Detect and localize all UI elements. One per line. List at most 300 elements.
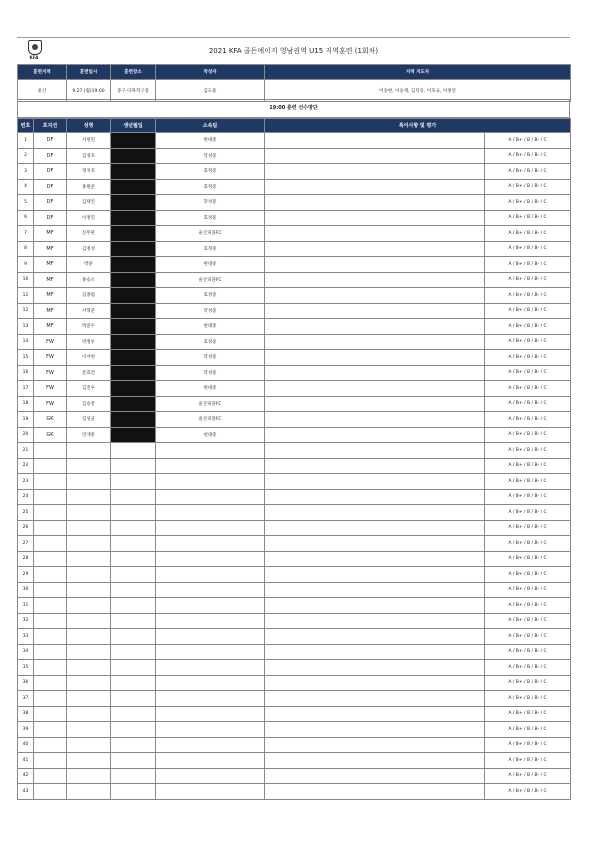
info-header-row [18,65,571,80]
row-team: 학성중 [156,303,265,319]
row-birthdate [111,458,156,474]
row-position [34,722,67,738]
row-grade: A / B+ / B / B- / C [485,474,571,490]
row-name: 김정성 [67,241,111,257]
row-position [34,768,67,784]
row-grade: A / B+ / B / B- / C [485,598,571,614]
row-name [67,613,111,629]
row-grade: A / B+ / B / B- / C [485,365,571,381]
row-notes [265,226,485,242]
table-row [18,505,571,521]
row-position: GK [34,427,67,443]
row-position [34,629,67,645]
row-notes [265,644,485,660]
row-notes [265,381,485,397]
row-notes [265,365,485,381]
row-number: 8 [18,241,34,257]
table-row [18,164,571,180]
cell-region: 울산 [18,80,67,102]
row-position: MF [34,241,67,257]
table-row [18,226,571,242]
row-number: 42 [18,768,34,784]
row-notes [265,396,485,412]
table-row [18,722,571,738]
row-number: 11 [18,288,34,304]
row-name: 서현민 [67,133,111,149]
col-author: 작성자 [156,65,265,80]
row-number: 19 [18,412,34,428]
row-position: DF [34,179,67,195]
table-row [18,303,571,319]
row-team [156,644,265,660]
row-name: 이정민 [67,210,111,226]
table-row [18,179,571,195]
table-row [18,660,571,676]
roster-body [18,133,571,800]
row-position: FW [34,396,67,412]
col-name: 성명 [67,119,111,133]
row-birthdate [111,551,156,567]
row-number: 31 [18,598,34,614]
row-name: 김진우 [67,381,111,397]
row-position: FW [34,381,67,397]
row-number: 1 [18,133,34,149]
row-team [156,443,265,459]
top-rule [17,37,570,38]
row-birthdate [111,691,156,707]
row-position: FW [34,365,67,381]
row-team: 효정중 [156,164,265,180]
row-name: 연재훈 [67,427,111,443]
row-number: 18 [18,396,34,412]
row-number: 13 [18,319,34,335]
row-notes [265,567,485,583]
row-birthdate [111,241,156,257]
row-position [34,443,67,459]
row-team [156,768,265,784]
row-birthdate [111,567,156,583]
row-grade: A / B+ / B / B- / C [485,706,571,722]
cell-author: 김도용 [156,80,265,102]
row-number: 21 [18,443,34,459]
row-name [67,474,111,490]
row-name: 김종범 [67,288,111,304]
row-position [34,582,67,598]
cell-coaches: 이승현, 이승재, 김덕유, 이호규, 이정연 [265,80,571,102]
col-notes: 특이사항 및 평가 [265,119,571,133]
row-notes [265,660,485,676]
row-number: 32 [18,613,34,629]
row-name [67,598,111,614]
row-number: 35 [18,660,34,676]
row-number: 40 [18,737,34,753]
table-row [18,520,571,536]
row-notes [265,505,485,521]
row-birthdate [111,582,156,598]
row-birthdate [111,350,156,366]
row-position [34,613,67,629]
row-birthdate [111,768,156,784]
row-grade: A / B+ / B / B- / C [485,334,571,350]
table-row [18,753,571,769]
row-position: DF [34,195,67,211]
row-birthdate [111,474,156,490]
row-number: 27 [18,536,34,552]
row-number: 43 [18,784,34,800]
row-team [156,722,265,738]
row-team [156,675,265,691]
row-number: 38 [18,706,34,722]
row-team: 현대중 [156,381,265,397]
row-number: 5 [18,195,34,211]
row-position [34,644,67,660]
row-name [67,737,111,753]
row-name [67,505,111,521]
row-team [156,598,265,614]
row-number: 12 [18,303,34,319]
row-name [67,706,111,722]
row-birthdate [111,644,156,660]
row-grade: A / B+ / B / B- / C [485,226,571,242]
row-notes [265,598,485,614]
col-coaches: 지역 지도자 [265,65,571,80]
row-name: 김택진 [67,195,111,211]
row-team [156,582,265,598]
table-row [18,319,571,335]
row-grade: A / B+ / B / B- / C [485,412,571,428]
row-notes [265,210,485,226]
row-notes [265,443,485,459]
row-name [67,784,111,800]
row-position: MF [34,226,67,242]
row-team: 현대중 [156,133,265,149]
table-row [18,598,571,614]
row-notes [265,412,485,428]
row-team: 현대중 [156,427,265,443]
row-name: 김경호 [67,148,111,164]
row-name [67,443,111,459]
row-notes [265,272,485,288]
row-position [34,536,67,552]
row-grade: A / B+ / B / B- / C [485,148,571,164]
row-birthdate [111,505,156,521]
row-position: MF [34,257,67,273]
row-notes [265,536,485,552]
row-grade: A / B+ / B / B- / C [485,505,571,521]
table-row [18,257,571,273]
table-row [18,427,571,443]
row-birthdate [111,396,156,412]
row-number: 16 [18,365,34,381]
row-notes [265,148,485,164]
row-notes [265,691,485,707]
row-team [156,784,265,800]
row-birthdate [111,737,156,753]
row-team: 울산피플FC [156,272,265,288]
row-team [156,613,265,629]
row-position: MF [34,303,67,319]
row-name [67,536,111,552]
row-team: 학성중 [156,148,265,164]
col-number: 번호 [18,119,34,133]
row-team [156,536,265,552]
row-birthdate [111,272,156,288]
row-position: FW [34,334,67,350]
row-notes [265,582,485,598]
row-grade: A / B+ / B / B- / C [485,396,571,412]
row-number: 17 [18,381,34,397]
row-name [67,768,111,784]
row-grade: A / B+ / B / B- / C [485,179,571,195]
row-notes [265,629,485,645]
row-team [156,706,265,722]
row-team [156,753,265,769]
row-birthdate [111,536,156,552]
row-number: 24 [18,489,34,505]
row-birthdate [111,722,156,738]
col-venue: 훈련장소 [111,65,156,80]
row-birthdate [111,489,156,505]
row-grade: A / B+ / B / B- / C [485,319,571,335]
row-name [67,722,111,738]
row-number: 33 [18,629,34,645]
row-position: MF [34,288,67,304]
row-grade: A / B+ / B / B- / C [485,210,571,226]
row-notes [265,179,485,195]
row-team: 효정중 [156,210,265,226]
row-number: 41 [18,753,34,769]
row-team [156,737,265,753]
row-birthdate [111,288,156,304]
table-row [18,458,571,474]
row-position [34,660,67,676]
row-birthdate [111,148,156,164]
row-position [34,753,67,769]
col-datetime: 훈련일시 [67,65,111,80]
row-birthdate [111,443,156,459]
document-header [17,40,570,62]
row-name [67,691,111,707]
row-number: 28 [18,551,34,567]
row-notes [265,195,485,211]
table-row [18,148,571,164]
row-position [34,598,67,614]
row-birthdate [111,412,156,428]
row-grade: A / B+ / B / B- / C [485,737,571,753]
row-name: 신무관 [67,226,111,242]
row-team [156,505,265,521]
table-row [18,629,571,645]
row-grade: A / B+ / B / B- / C [485,582,571,598]
row-name: 박정우 [67,334,111,350]
row-notes [265,303,485,319]
row-grade: A / B+ / B / B- / C [485,458,571,474]
row-position: FW [34,350,67,366]
row-position [34,567,67,583]
row-grade: A / B+ / B / B- / C [485,381,571,397]
table-row [18,474,571,490]
row-number: 37 [18,691,34,707]
row-team [156,629,265,645]
row-notes [265,613,485,629]
row-birthdate [111,365,156,381]
row-team: 학성중 [156,195,265,211]
row-name [67,660,111,676]
table-row [18,737,571,753]
table-row [18,768,571,784]
table-row [18,272,571,288]
row-notes [265,784,485,800]
col-region: 훈련지역 [18,65,67,80]
table-row [18,396,571,412]
table-row [18,675,571,691]
table-row [18,536,571,552]
table-row [18,443,571,459]
row-number: 36 [18,675,34,691]
row-notes [265,520,485,536]
row-birthdate [111,210,156,226]
row-team [156,489,265,505]
row-name: 김승찬 [67,396,111,412]
row-notes [265,722,485,738]
row-position [34,458,67,474]
roster-header-row [18,119,571,133]
row-birthdate [111,319,156,335]
row-birthdate [111,303,156,319]
table-row [18,613,571,629]
row-name: 박준수 [67,319,111,335]
row-team [156,520,265,536]
row-birthdate [111,629,156,645]
row-grade: A / B+ / B / B- / C [485,551,571,567]
row-team: 학성중 [156,350,265,366]
row-grade: A / B+ / B / B- / C [485,443,571,459]
row-position [34,474,67,490]
row-position: DF [34,148,67,164]
row-birthdate [111,784,156,800]
row-team: 효정중 [156,288,265,304]
row-name [67,675,111,691]
row-birthdate [111,520,156,536]
row-team: 울산피플FC [156,226,265,242]
row-grade: A / B+ / B / B- / C [485,567,571,583]
table-row [18,784,571,800]
row-grade: A / B+ / B / B- / C [485,241,571,257]
col-birthdate: 생년월일 [111,119,156,133]
row-grade: A / B+ / B / B- / C [485,272,571,288]
table-row [18,691,571,707]
row-position [34,551,67,567]
row-birthdate [111,195,156,211]
table-row [18,350,571,366]
table-row [18,489,571,505]
row-number: 23 [18,474,34,490]
row-grade: A / B+ / B / B- / C [485,768,571,784]
table-row [18,412,571,428]
row-grade: A / B+ / B / B- / C [485,660,571,676]
row-name: 서혁준 [67,303,111,319]
row-position: GK [34,412,67,428]
row-grade: A / B+ / B / B- / C [485,257,571,273]
row-grade: A / B+ / B / B- / C [485,644,571,660]
row-notes [265,753,485,769]
row-number: 2 [18,148,34,164]
row-name [67,567,111,583]
row-name [67,551,111,567]
row-number: 3 [18,164,34,180]
table-row [18,381,571,397]
row-team: 울산피플FC [156,412,265,428]
row-team [156,691,265,707]
row-notes [265,551,485,567]
row-number: 9 [18,257,34,273]
row-number: 15 [18,350,34,366]
row-birthdate [111,226,156,242]
logo-text: KFA [29,55,39,60]
row-grade: A / B+ / B / B- / C [485,133,571,149]
row-notes [265,350,485,366]
row-grade: A / B+ / B / B- / C [485,303,571,319]
document-title: 2021 KFA 골든에이지 영남권역 U15 지역훈련 (1회차) [208,47,379,55]
row-name [67,753,111,769]
row-team: 현대중 [156,319,265,335]
row-position: DF [34,210,67,226]
row-grade: A / B+ / B / B- / C [485,164,571,180]
cell-datetime: 9.27.(월)19:00 [67,80,111,102]
row-birthdate [111,164,156,180]
row-name [67,520,111,536]
table-row [18,582,571,598]
row-birthdate [111,334,156,350]
row-notes [265,706,485,722]
row-notes [265,288,485,304]
table-row [18,551,571,567]
row-position: DF [34,164,67,180]
row-team: 현대중 [156,257,265,273]
row-grade: A / B+ / B / B- / C [485,784,571,800]
row-name: 정지호 [67,164,111,180]
row-position [34,737,67,753]
row-notes [265,737,485,753]
row-grade: A / B+ / B / B- / C [485,629,571,645]
row-grade: A / B+ / B / B- / C [485,288,571,304]
col-position: 포지션 [34,119,67,133]
row-grade: A / B+ / B / B- / C [485,350,571,366]
row-number: 25 [18,505,34,521]
row-birthdate [111,257,156,273]
row-notes [265,257,485,273]
info-table [17,64,571,102]
table-row [18,133,571,149]
row-name: 문효진 [67,365,111,381]
row-notes [265,427,485,443]
table-row [18,706,571,722]
row-name: 김성균 [67,412,111,428]
row-position: MF [34,319,67,335]
row-number: 7 [18,226,34,242]
row-grade: A / B+ / B / B- / C [485,613,571,629]
row-number: 26 [18,520,34,536]
table-row [18,195,571,211]
row-birthdate [111,753,156,769]
row-position [34,505,67,521]
row-team: 학성중 [156,365,265,381]
row-notes [265,489,485,505]
row-birthdate [111,381,156,397]
row-number: 6 [18,210,34,226]
row-grade: A / B+ / B / B- / C [485,427,571,443]
col-team: 소속팀 [156,119,265,133]
